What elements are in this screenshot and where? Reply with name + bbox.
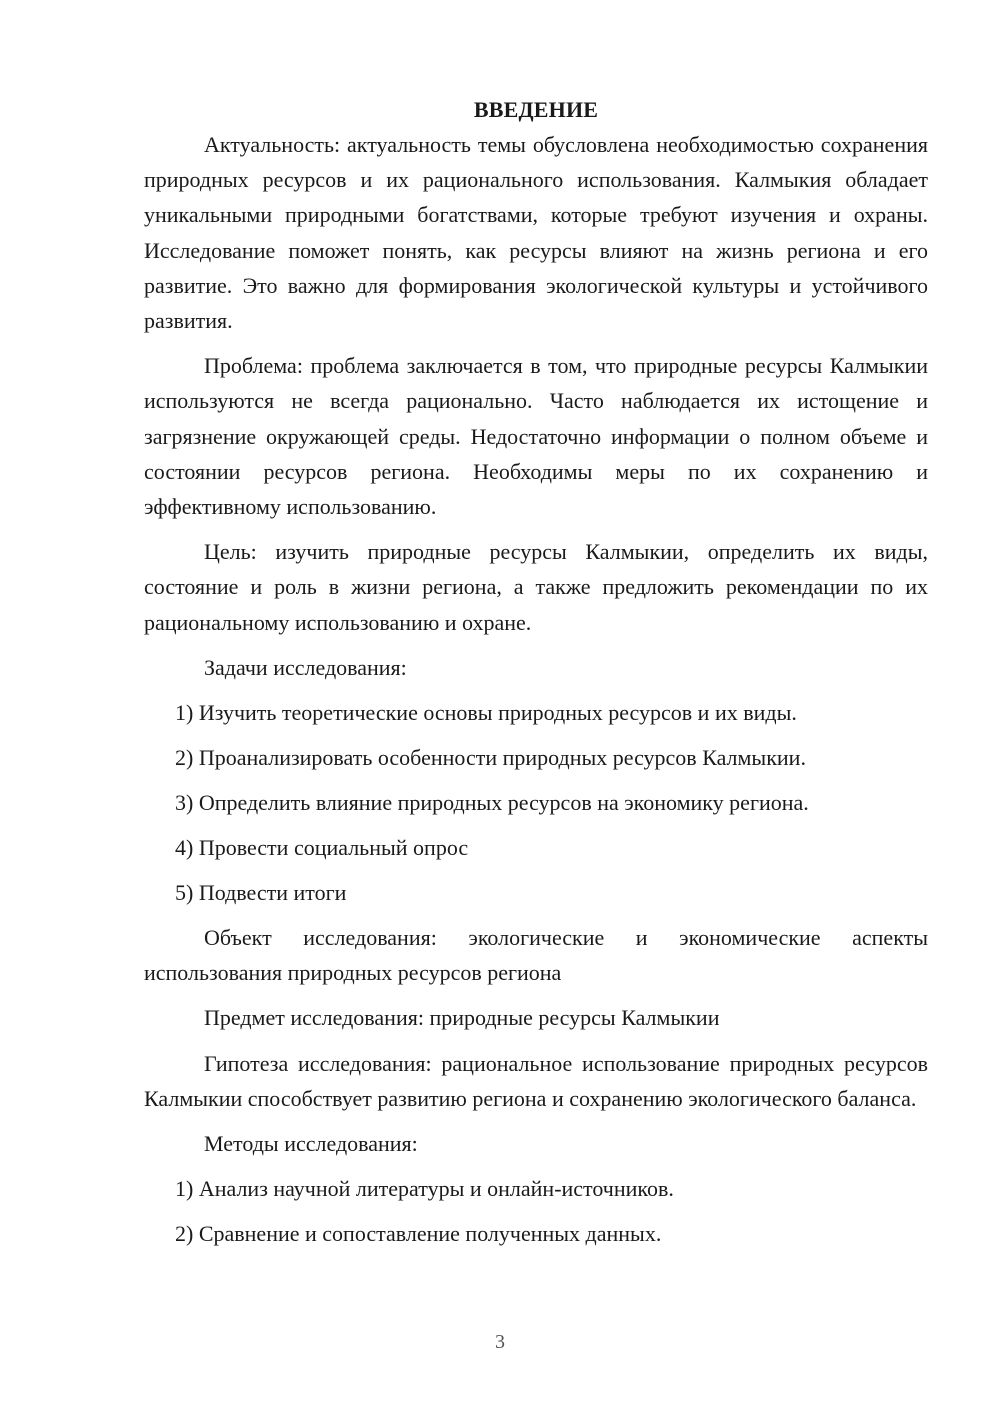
method-item: 2) Сравнение и сопоставление полученных данных. xyxy=(175,1221,662,1247)
method-item: 1) Анализ научной литературы и онлайн-источников. xyxy=(175,1176,674,1202)
goal-paragraph: Цель: изучить природные ресурсы Калмыкии, определить их виды, состояние и роль в жизни региона, а также предложить рекомендации по их рациональному использованию и охране. xyxy=(144,539,928,635)
task-item: 2) Проанализировать особенности природных ресурсов Калмыкии. xyxy=(175,745,806,771)
task-item: 4) Провести социальный опрос xyxy=(175,835,469,861)
tasks-heading: Задачи исследования: xyxy=(204,654,407,680)
relevance-paragraph: Актуальность: актуальность темы обусловлена необходимостью сохранения природных ресурсов и их рационального использования. Калмыкия обладает уникальными природными богатствами, которые требуют изучения и охраны. Исследование поможет понять, как ресурсы влияют на жизнь региона и его развитие. Это важно для формирования экологической культуры и устойчивого развития. xyxy=(144,132,928,334)
object-paragraph: Объект исследования: экологические и экономические аспекты использования природных ресурсов региона xyxy=(144,925,928,986)
section-heading: ВВЕДЕНИЕ xyxy=(473,97,599,122)
subject-paragraph: Предмет исследования: природные ресурсы Калмыкии xyxy=(204,1005,720,1031)
hypothesis-paragraph: Гипотеза исследования: рациональное использование природных ресурсов Калмыкии способствует развитию региона и сохранению экологического баланса. xyxy=(144,1050,928,1111)
task-item: 3) Определить влияние природных ресурсов на экономику региона. xyxy=(175,790,809,816)
task-item: 1) Изучить теоретические основы природных ресурсов и их виды. xyxy=(175,700,797,726)
page-number: 3 xyxy=(495,1331,505,1353)
problem-paragraph: Проблема: проблема заключается в том, что природные ресурсы Калмыкии используются не всегда рационально. Часто наблюдается их истощение и загрязнение окружающей среды. Недостаточно информации о полном объеме и состоянии ресурсов региона. Необходимы меры по их сохранению и эффективному использованию. xyxy=(144,353,928,520)
methods-heading: Методы исследования: xyxy=(204,1131,418,1157)
task-item: 5) Подвести итоги xyxy=(175,880,347,906)
document-page xyxy=(144,92,928,1261)
